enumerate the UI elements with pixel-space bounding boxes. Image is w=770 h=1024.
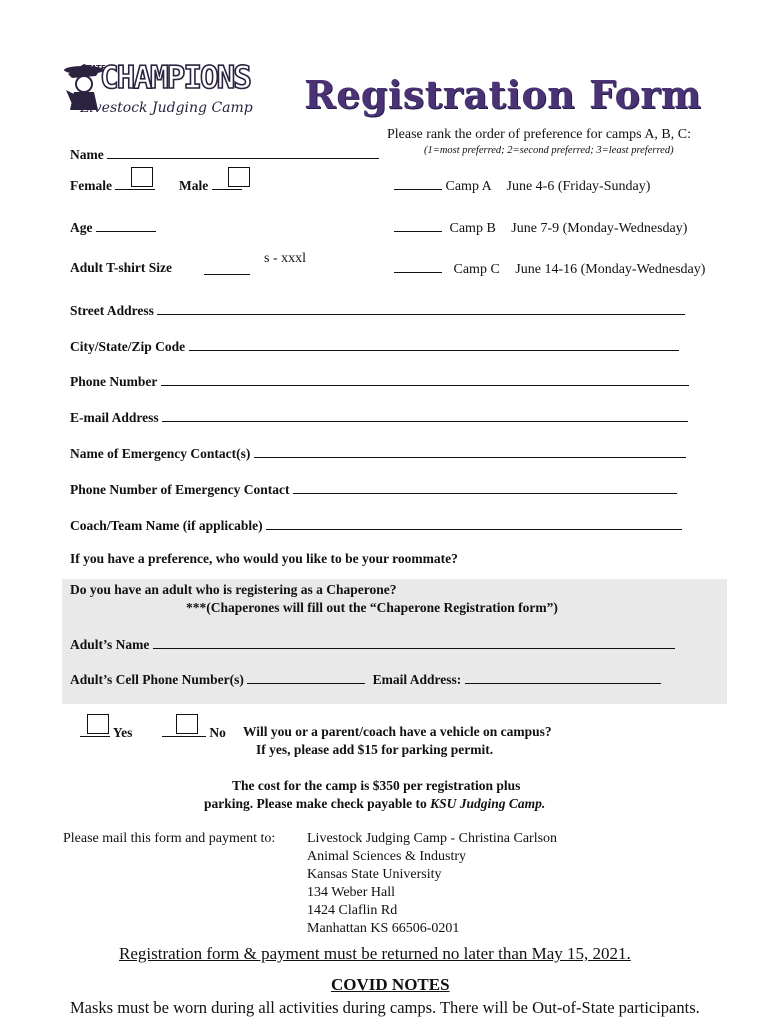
camp-c-label: Camp C [453, 262, 500, 277]
rank-prompt: Please rank the order of preference for camps A, B, C: [387, 127, 691, 142]
tshirt-range: s - xxxl [264, 251, 306, 266]
adult-email-label: Email Address: [372, 672, 462, 687]
emergency-phone-field[interactable] [293, 481, 677, 494]
female-checkbox[interactable] [131, 167, 153, 187]
female-label: Female [70, 178, 112, 193]
city-field[interactable] [189, 338, 679, 351]
name-label: Name [70, 147, 104, 162]
address-line: Livestock Judging Camp - Christina Carlson [307, 831, 558, 846]
phone-field[interactable] [161, 373, 689, 386]
vehicle-yes-label: Yes [112, 725, 133, 740]
phone-label: Phone Number [70, 374, 158, 389]
adult-name-label: Adult’s Name [70, 637, 150, 652]
vehicle-yes-line [80, 724, 110, 737]
camp-b-label: Camp B [449, 221, 496, 236]
vehicle-no-line [162, 724, 206, 737]
cost-line-2: parking. Please make check payable to [204, 796, 431, 811]
address-line: Kansas State University [307, 867, 442, 882]
rank-note: (1=most preferred; 2=second preferred; 3=least preferred) [424, 145, 674, 156]
camp-b-dates: June 7-9 (Monday-Wednesday) [511, 221, 688, 236]
chaperone-note: ***(Chaperones will fill out the “Chaperone Registration form”) [186, 600, 558, 615]
adult-phone-field[interactable] [247, 671, 365, 684]
emergency-name-field[interactable] [254, 445, 686, 458]
coach-field[interactable] [266, 517, 682, 530]
email-field[interactable] [162, 409, 688, 422]
deadline-notice: Registration form & payment must be returned no later than May 15, 2021. [119, 944, 631, 963]
coach-label: Coach/Team Name (if applicable) [70, 518, 263, 533]
camp-a-label: Camp A [445, 179, 492, 194]
male-checkbox[interactable] [228, 167, 250, 187]
vehicle-no-label: No [209, 725, 226, 740]
emergency-name-label: Name of Emergency Contact(s) [70, 446, 251, 461]
street-label: Street Address [70, 303, 154, 318]
tshirt-field[interactable] [204, 262, 250, 275]
age-label: Age [70, 220, 93, 235]
age-field[interactable] [96, 219, 156, 232]
camp-c-rank[interactable] [394, 260, 442, 273]
adult-email-field[interactable] [465, 671, 661, 684]
camp-a-rank[interactable] [394, 177, 442, 190]
logo-brand: CHAMPIONS [100, 60, 250, 96]
payee: KSU Judging Camp. [430, 796, 546, 811]
address-line: 1424 Claflin Rd [307, 903, 398, 918]
address-line: Manhattan KS 66506-0201 [307, 921, 460, 936]
mail-label: Please mail this form and payment to: [63, 831, 276, 846]
logo-state-tag: STATE [82, 64, 106, 72]
page-title: Registration Form [304, 72, 702, 117]
camp-a-dates: June 4-6 (Friday-Sunday) [506, 179, 651, 194]
adult-name-field[interactable] [153, 636, 675, 649]
camp-b-rank[interactable] [394, 219, 442, 232]
covid-text: Masks must be worn during all activities during camps. There will be Out-of-State participants. [70, 998, 700, 1017]
address-line: 134 Weber Hall [307, 885, 396, 900]
address-line: Animal Sciences & Industry [307, 849, 467, 864]
street-field[interactable] [157, 302, 685, 315]
camp-c-dates: June 14-16 (Monday-Wednesday) [515, 262, 706, 277]
emergency-phone-label: Phone Number of Emergency Contact [70, 482, 290, 497]
tshirt-label: Adult T-shirt Size [70, 260, 173, 275]
adult-phone-label: Adult’s Cell Phone Number(s) [70, 672, 244, 687]
chaperone-question: Do you have an adult who is registering as a Chaperone? [70, 582, 397, 597]
email-label: E-mail Address [70, 410, 159, 425]
vehicle-question: Will you or a parent/coach have a vehicle on campus? [243, 724, 552, 739]
cost-line-1: The cost for the camp is $350 per registration plus [232, 778, 521, 793]
male-label: Male [179, 178, 209, 193]
name-field[interactable] [107, 146, 379, 159]
logo-tagline: Livestock Judging Camp [80, 100, 253, 116]
parking-note: If yes, please add $15 for parking permit. [256, 742, 494, 757]
roommate-question: If you have a preference, who would you like to be your roommate? [70, 551, 458, 566]
covid-heading: COVID NOTES [331, 975, 450, 994]
city-label: City/State/Zip Code [70, 339, 186, 354]
